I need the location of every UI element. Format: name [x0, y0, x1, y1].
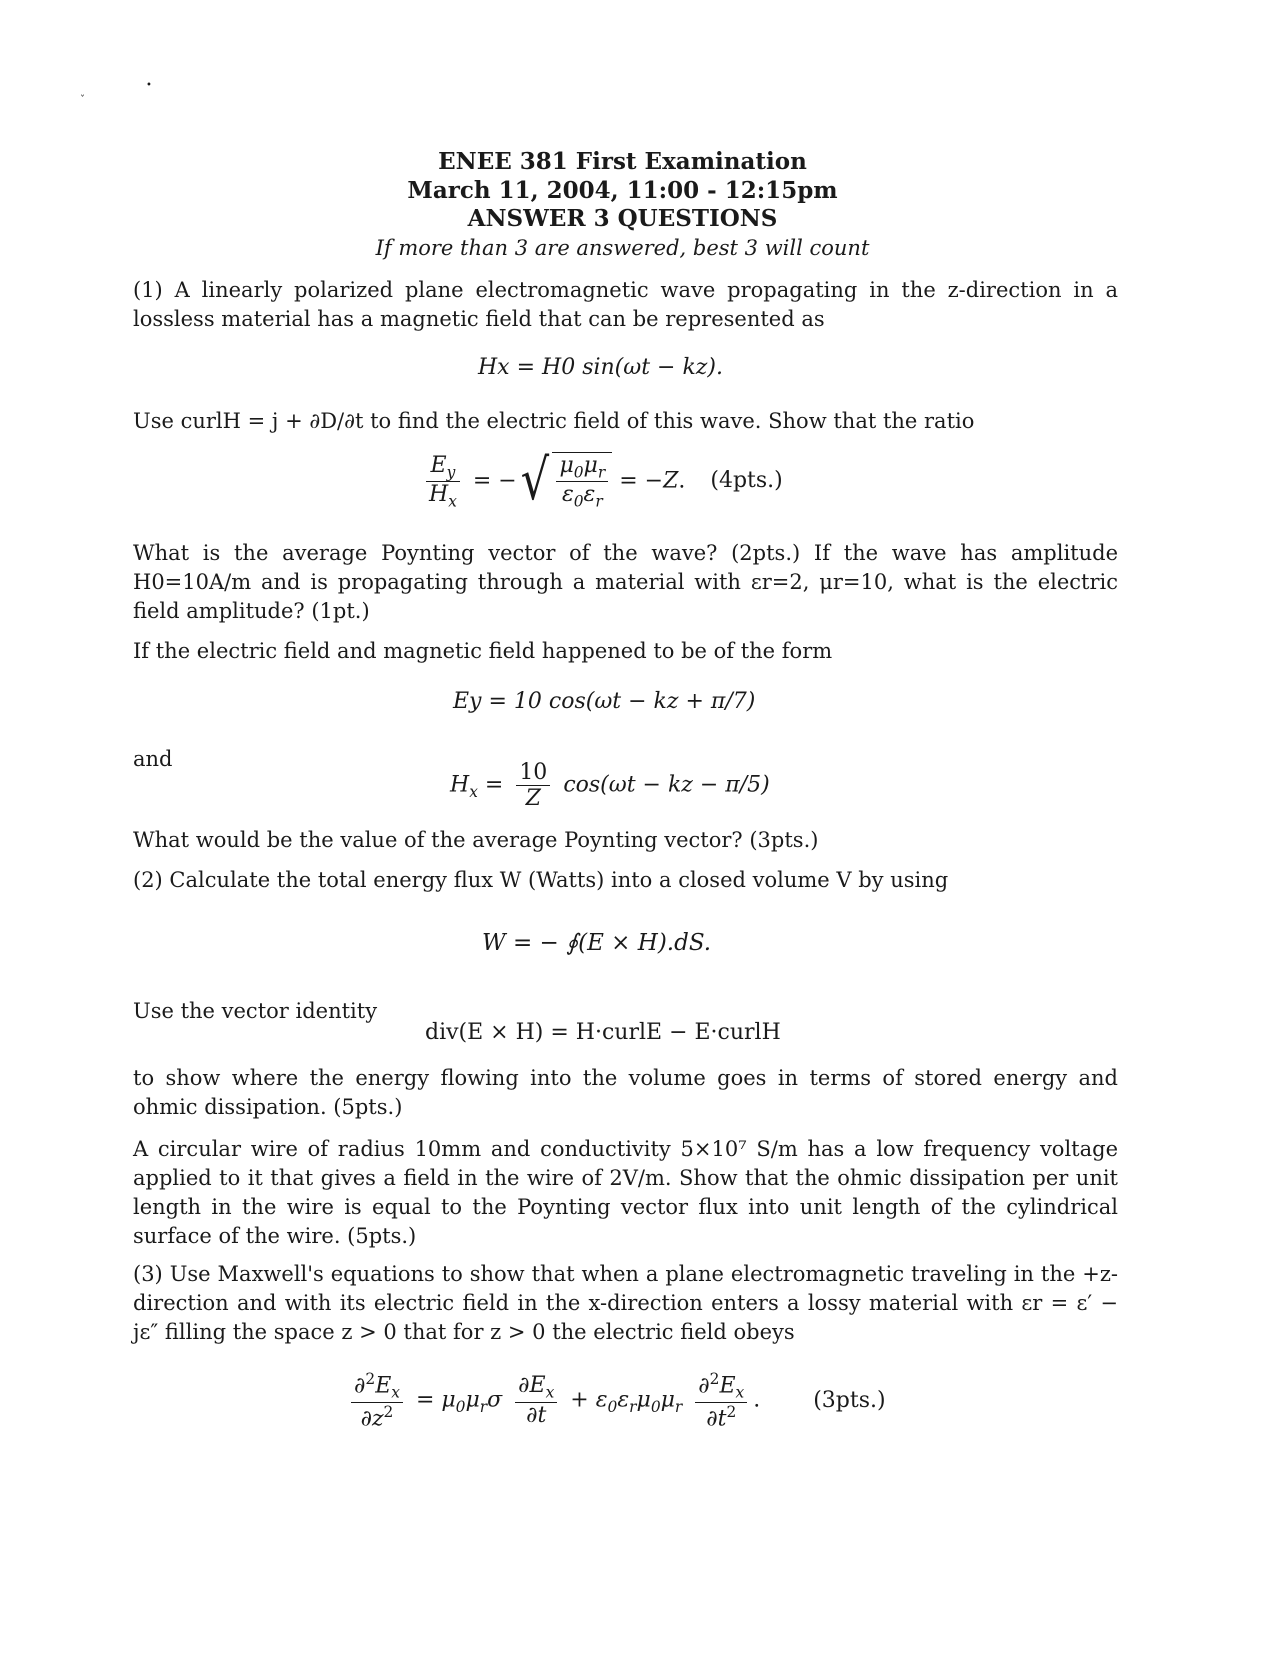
q1-eq-h: Hx = H0 sin(ωt − kz). [478, 355, 723, 380]
exam-note: If more than 3 are answered, best 3 will count [375, 236, 870, 260]
q1-eq-hx-rest: cos(ωt − kz − π/5) [563, 772, 770, 798]
q1-and: and [133, 747, 173, 771]
q3-intro: (3) Use Maxwell's equations to show that when a plane electromagnetic traveling in the +z-direction and with its electric field in the x-direction enters a lossy material with εr = ε′ − jε″ filling the space z > 0 that for z > 0 the electric field obeys [133, 1262, 1118, 1344]
exam-date: March 11, 2004, 11:00 - 12:15pm [407, 177, 838, 204]
q1-eq-hx: $H_x$ = $\frac{10}{Z}$ cos(ωt − kz − π/5) [450, 760, 770, 811]
q1-pts-4: (4pts.) [710, 468, 783, 494]
q1-intro: (1) A linearly polarized plane electromagnetic wave propagating in the z-direction in a lossless material has a magnetic field that can be represented as [133, 278, 1118, 331]
q1-avg-question: What would be the value of the average Poynting vector? (3pts.) [133, 828, 819, 852]
q1-if-form: If the electric field and magnetic field happened to be of the form [133, 639, 833, 663]
q2-intro: (2) Calculate the total energy flux W (Watts) into a closed volume V by using [133, 868, 949, 892]
q2-wire: A circular wire of radius 10mm and conductivity 5×10⁷ S/m has a low frequency voltage applied to it that gives a field in the wire of 2V/m. Show that the ohmic dissipation per unit length in the wire is equal to the Poynting vector flux into unit length of the cylindrical surface of the wire. (5pts.) [133, 1137, 1118, 1248]
scan-mark: • [146, 80, 152, 91]
q3-pts-3: (3pts.) [813, 1387, 886, 1413]
q2-use-identity: Use the vector identity [133, 999, 378, 1023]
q1-eq-hx-num: 10 [516, 760, 550, 786]
exam-title: ENEE 381 First Examination [438, 148, 807, 175]
exam-instruction: ANSWER 3 QUESTIONS [467, 205, 778, 232]
q3-wave-equation: $\frac{\partial^2E_x}{\partial z^2}$ = $\mu_0\mu_r\sigma$ $\frac{\partial E_x}{\partial t}$ + $\varepsilon_0\varepsilon_r\mu_0\mu_r$ $\frac{\partial^2E_x}{\partial t^2}$ . (3pts.) [345, 1370, 886, 1431]
q2-show: to show where the energy flowing into the volume goes in terms of stored energy and ohmic dissipation. (5pts.) [133, 1066, 1118, 1119]
scan-mark: ˇ [80, 95, 85, 106]
q1-ratio-equation: $\frac{E_y}{H_x}$ = −√ $\frac{\mu_0\mu_r}{\varepsilon_0\varepsilon_r}$ = −Z. (4pts.) [420, 452, 783, 511]
q2-eq-w: W = − ∮(E × H).dS. [482, 930, 712, 956]
q2-eq-div: div(E × H) = H·curlE − E·curlH [425, 1020, 781, 1045]
q1-use-curl: Use curlH = j + ∂D/∂t to find the electric field of this wave. Show that the ratio [133, 409, 975, 433]
q1-poynting-question: What is the average Poynting vector of the wave? (2pts.) If the wave has amplitude H0=10A/m and is propagating through a material with εr=2, μr=10, what is the electric field amplitude? (1pt.) [133, 541, 1118, 623]
q1-eq-ey: Ey = 10 cos(ωt − kz + π/7) [453, 689, 756, 714]
